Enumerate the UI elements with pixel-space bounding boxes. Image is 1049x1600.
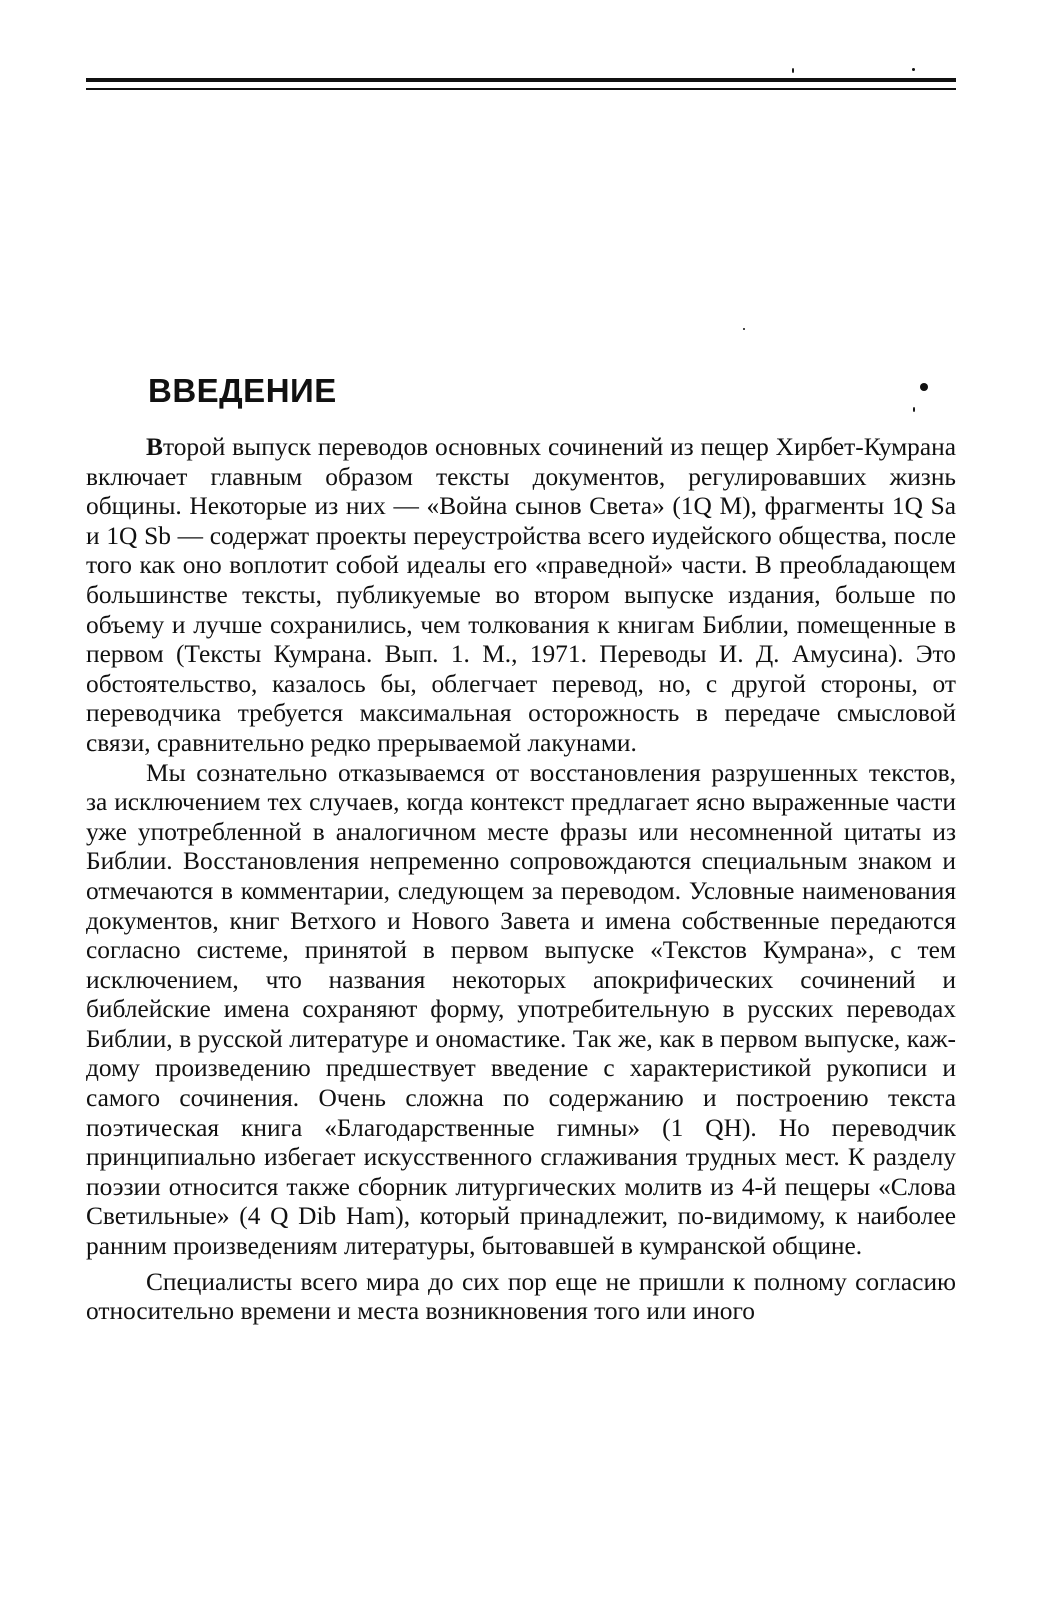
- paragraph-1: [86, 433, 956, 759]
- bullet-mark: [920, 383, 928, 391]
- print-speck: [792, 68, 794, 73]
- paragraph-3: Специалисты всего мира до сих пор еще не пришли к полному согласию относительно времени и места возникновения того или иного: [86, 1267, 956, 1326]
- paragraph-2: Мы сознательно отказываемся от восстановления разрушенных текстов, за исключением тех случаев, когда контекст предлагает ясно выраженные части уже употребленной в аналогичном месте фразы или несомненной цитаты из Библии. Восстановления непременно сопровождаются специальным знаком и отмечаются в комментарии, следующем за переводом. Условные наименования документов, книг Ветхого и Нового Завета и имена собственные передаются согласно системе, принятой в первом выпуске «Текстов Кумрана», с тем исключением, что названия некоторых апокрифических сочинений и библейские имена сохраняют форму, употребительную в русских переводах Библии, в русской литературе и ономастике. Так же, как в первом выпуске, каждому произведению предшествует введение с характеристикой рукописи и самого сочинения. Очень сложна по содержанию и построению текста поэтическая книга «Благодарственные гимны» (1 QH). Но переводчик принципиально избегает искусственного сглаживания трудных мест. К разделу поэзии относится также сборник литургических молитв из 4-й пещеры «Слова Светильные» (4 Q Dib Ham), который принадлежит, по-видимому, к наиболее ранним произведениям литературы, бытовавшей в кумранской общине.: [86, 758, 956, 1261]
- chapter-heading: ВВЕДЕНИЕ: [148, 372, 337, 409]
- print-speck: [913, 407, 915, 412]
- print-speck: [912, 68, 915, 71]
- paragraph-1-text: торой выпуск переводов основных сочинений из пещер Хирбет-Кумрана включает главным образом тексты документов, регулировавших жизнь общины. Некоторые из них — «Война сынов Света» (1Q M), фрагменты 1Q Sa и 1Q Sb — содержат проекты переустройства всего иудейского общества, после того как оно воплотит собой идеалы его «праведной» части. В преобладающем большинстве тексты, публикуемые во втором выпуске издания, больше по объему и лучше сохранились, чем толкования к книгам Библии, помещенные в первом (Тексты Кумрана. Вып. 1. М., 1971. Переводы И. Д. Амусина). Это обстоятельство, казалось бы, облегчает перевод, но, с другой стороны, от переводчика требуется максимальная осторожность в передаче смысловой связи, сравнительно редко прерываемой лакунами.: [86, 433, 956, 757]
- header-rule-thin: [86, 88, 956, 90]
- first-letter: В: [146, 433, 163, 461]
- print-speck: [743, 328, 745, 330]
- body-text: [86, 433, 956, 1327]
- header-rule-thick: [86, 78, 956, 82]
